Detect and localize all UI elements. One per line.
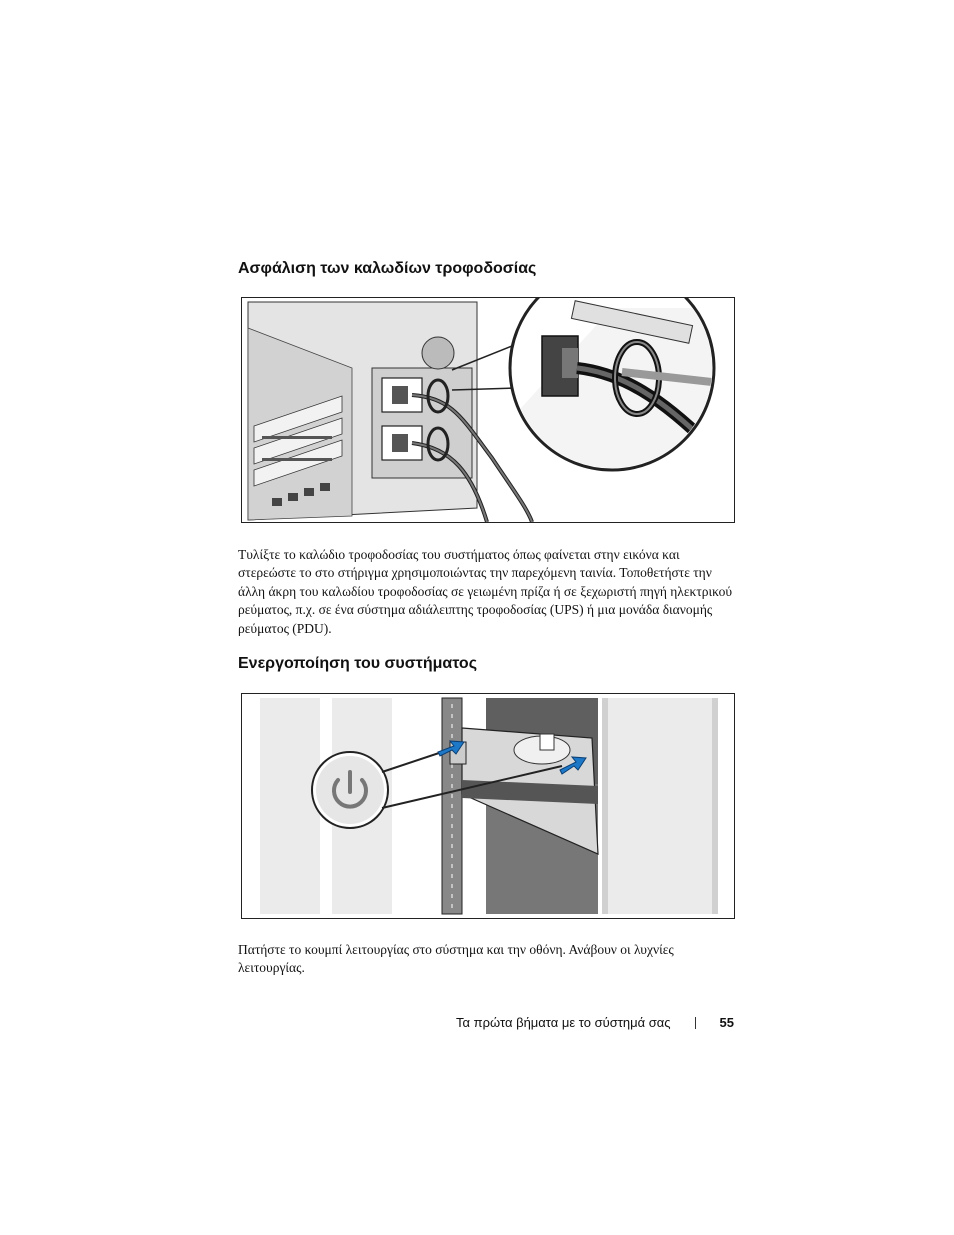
section-heading-power-cables: Ασφάλιση των καλωδίων τροφοδοσίας xyxy=(238,260,537,277)
section-body-power-cables: Τυλίξτε το καλώδιο τροφοδοσίας του συστήματος όπως φαίνεται στην εικόνα και στερεώστε το στο στήριγμα χρησιμοποιώντας την παρεχόμενη ταινία. Τοποθετήστε την άλλη άκρη του καλωδίου τροφοδοσίας σε γειωμένη πρίζα ή σε ξεχωριστή πηγή ηλεκτρικού ρεύματος, π.χ. σε ένα σύστημα αδιάλειπτης τροφοδοσίας (UPS) ή μια μονάδα διανομής ρεύματος (PDU). xyxy=(238,547,733,636)
page-number: 55 xyxy=(719,1015,734,1030)
power-button-illustration xyxy=(242,694,734,918)
power-button-figure xyxy=(241,693,735,919)
section-heading-power-on: Ενεργοποίηση του συστήματος xyxy=(238,655,478,672)
section-body-power-on: Πατήστε το κουμπί λειτουργίας στο σύστημα και την οθόνη. Ανάβουν οι λυχνίες λειτουργίας. xyxy=(238,942,674,976)
page-footer xyxy=(456,1015,734,1030)
footer-title: Τα πρώτα βήματα με το σύστημά σας xyxy=(456,1015,671,1030)
power-cable-figure xyxy=(241,297,735,523)
footer-separator xyxy=(695,1017,696,1029)
power-cable-secured-illustration xyxy=(242,298,734,522)
